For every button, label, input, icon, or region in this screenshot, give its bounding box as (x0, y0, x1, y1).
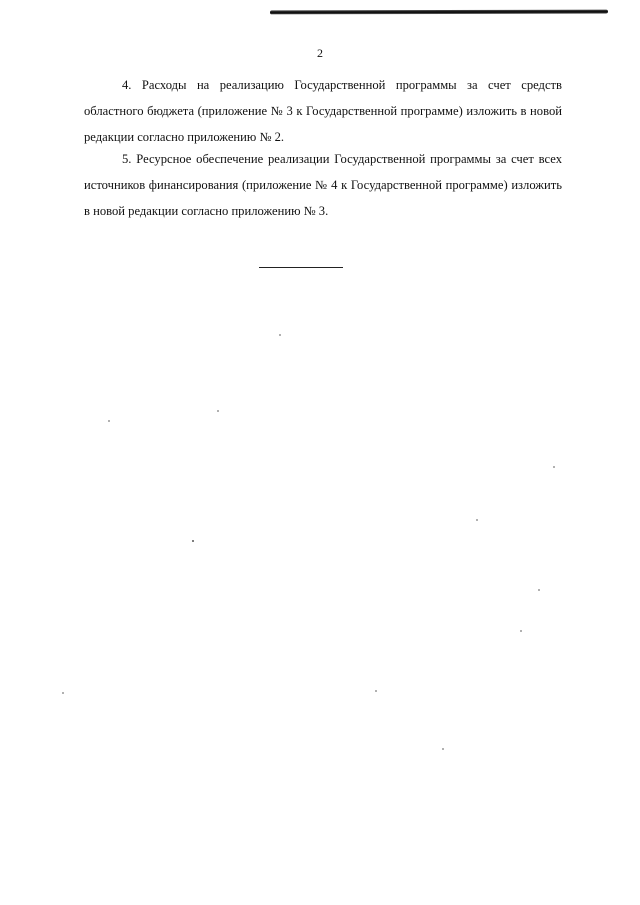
end-of-text-rule (259, 267, 343, 268)
paragraph-item-5: 5. Ресурсное обеспечение реализации Государственной программы за счет всех источников финансирования (приложение № 4 к Государственной программе) изложить в новой редакции согласно приложению № 3. (84, 152, 562, 218)
scan-speck (442, 748, 444, 750)
scan-speck (108, 420, 110, 422)
paragraph-item-4: 4. Расходы на реализацию Государственной программы за счет средств областного бюджета (приложение № 3 к Государственной программе) изложить в новой редакции согласно приложению № 2. (84, 78, 562, 144)
scan-edge-line (270, 10, 608, 15)
scan-speck (217, 410, 219, 412)
scan-speck (279, 334, 281, 336)
scan-speck (520, 630, 522, 632)
scan-speck (62, 692, 64, 694)
scan-speck (476, 519, 478, 521)
scan-speck (553, 466, 555, 468)
page-number: 2 (317, 46, 323, 60)
scan-speck (538, 589, 540, 591)
scan-speck (192, 540, 194, 542)
scan-speck (375, 690, 377, 692)
